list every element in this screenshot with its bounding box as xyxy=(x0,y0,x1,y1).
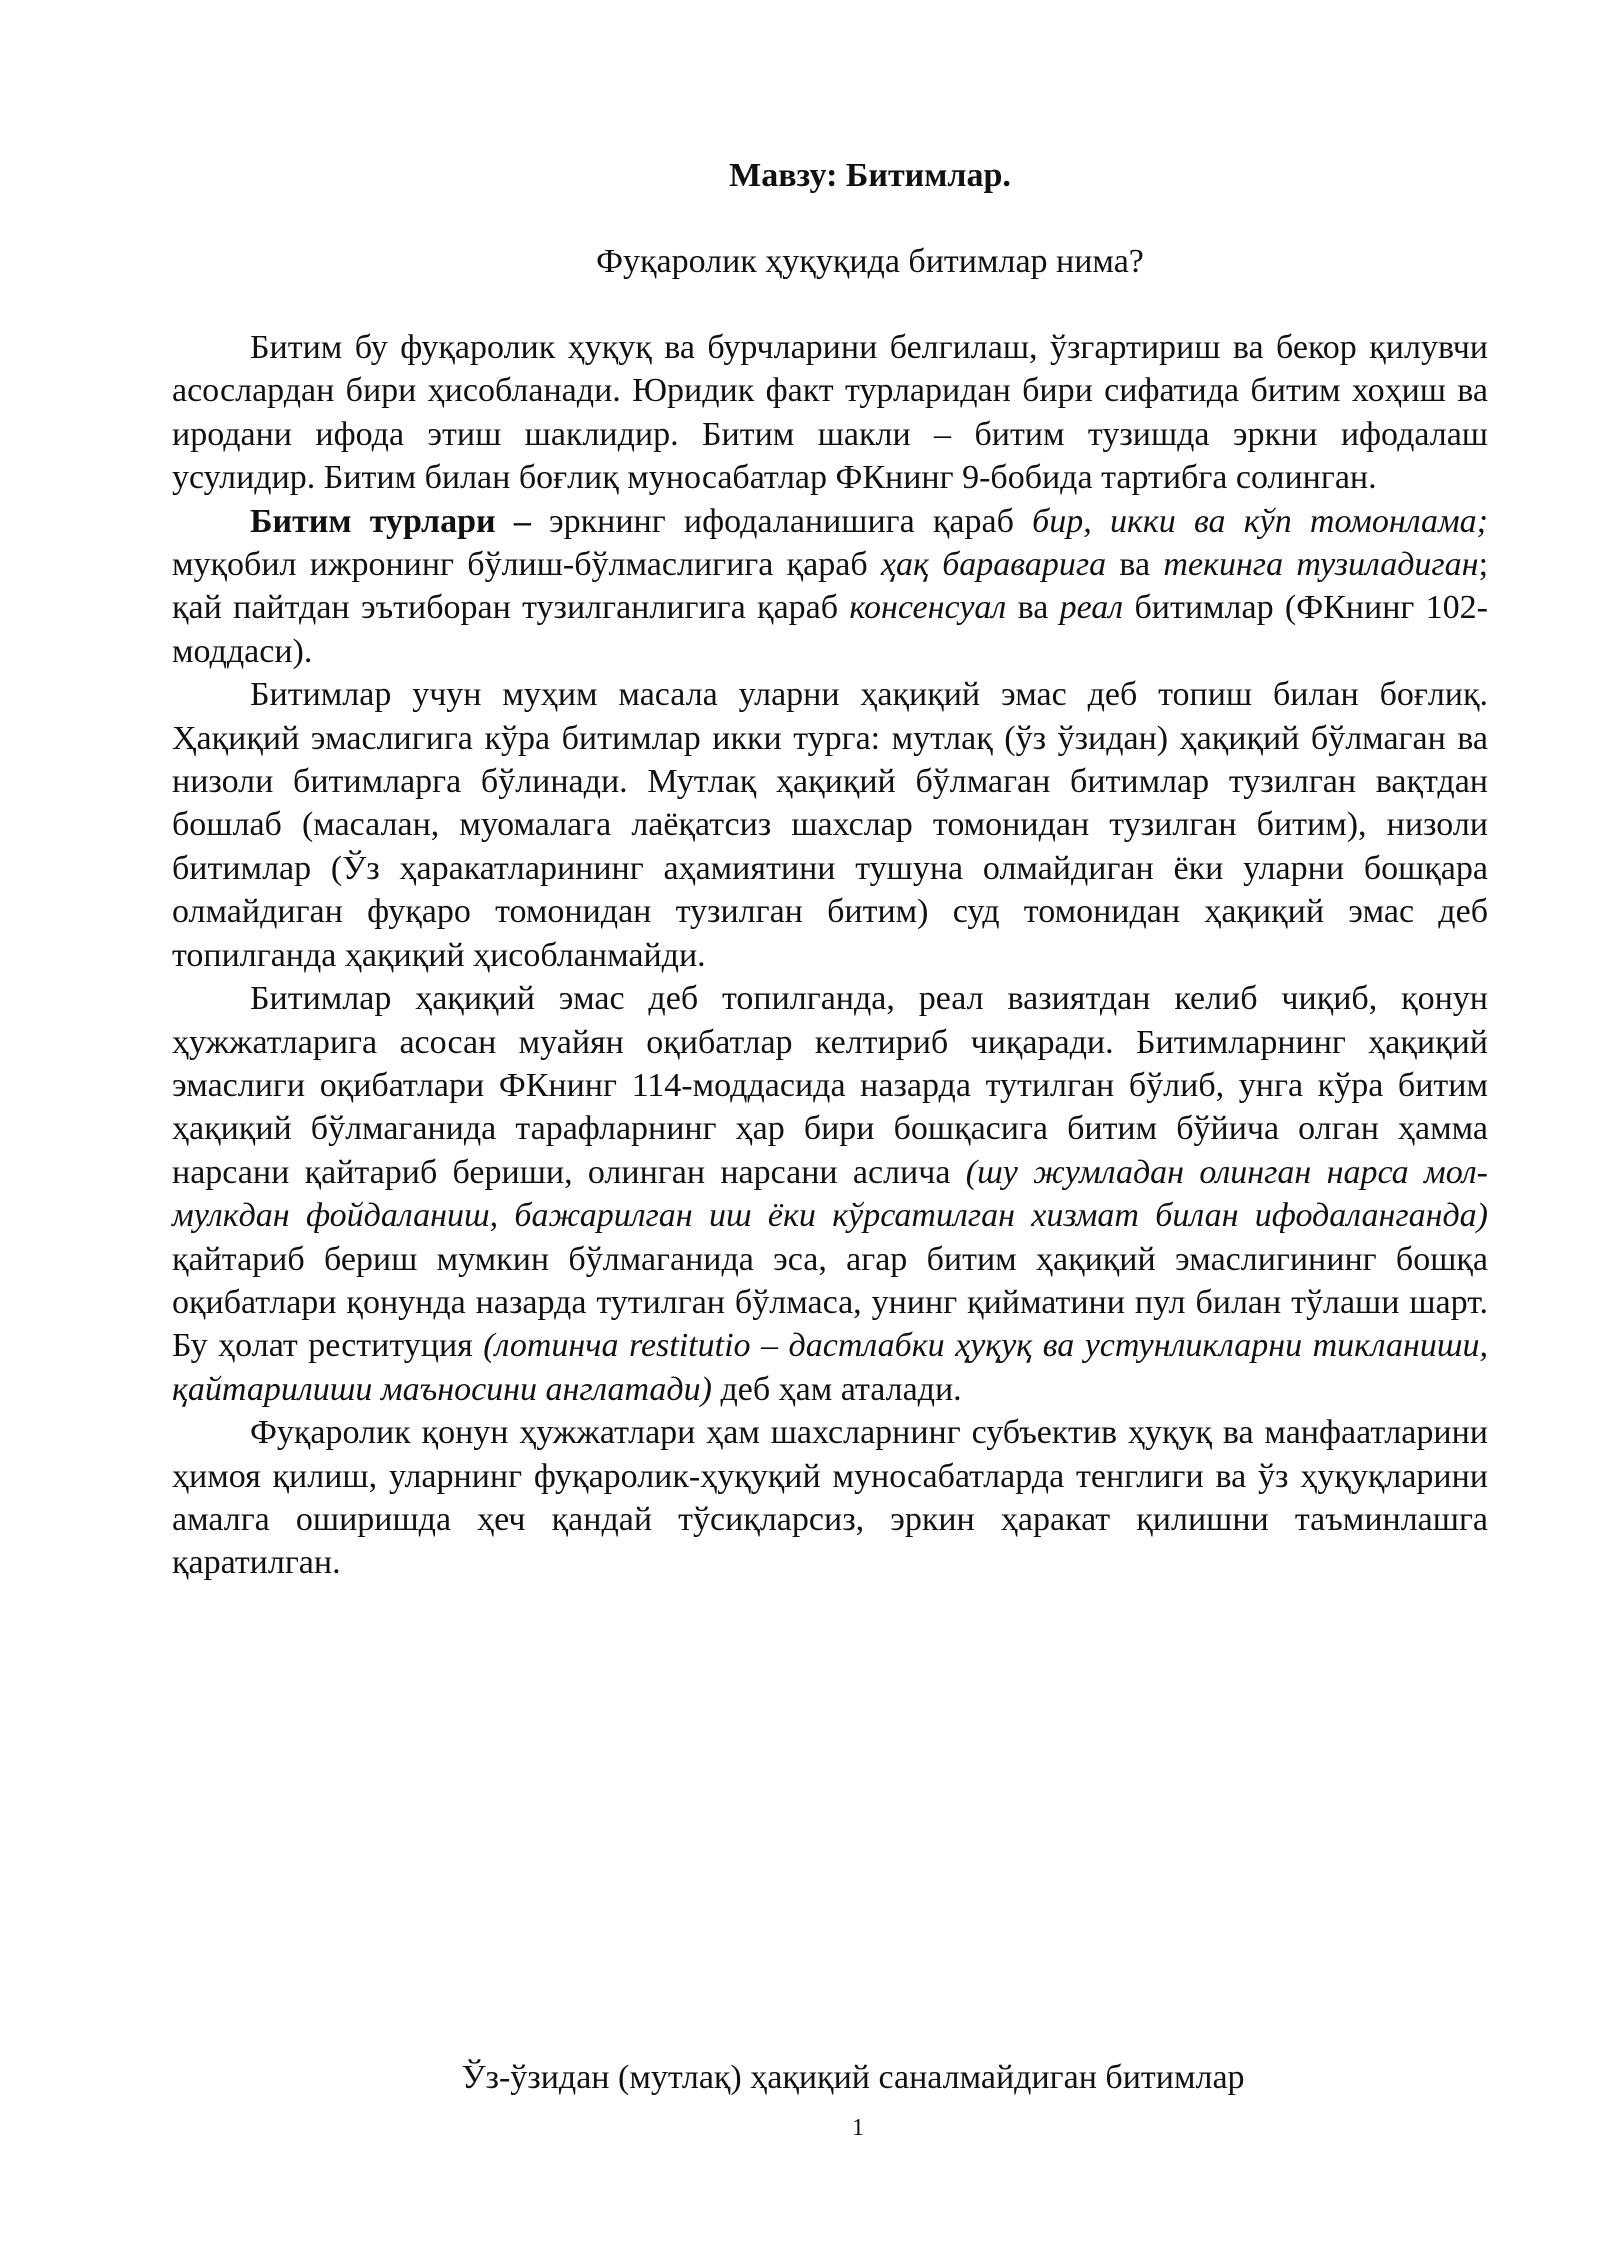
paragraph-2-lead: Битим турлари – xyxy=(250,502,531,540)
paragraph-4-text: деб ҳам аталади. xyxy=(711,1370,962,1408)
document-title: Мавзу: Битимлар. xyxy=(729,157,1011,194)
paragraph-3: Битимлар учун муҳим масала уларни ҳақиқий эмас деб топиш билан боғлиқ. Ҳақиқий эмаслигига кўра битимлар икки турга: мутлақ (ўз ўзидан) ҳақиқий бўлмаган ва низоли битимларга бўлинади. Мутлақ ҳақиқий бўлмаган битимлар тузилган вақтдан бошлаб (масалан, муомалага лаёқатсиз шахслар томонидан тузилган битим), низоли битимлар (Ўз ҳаракатларининг аҳамиятини тушуна олмайдиган ёки уларни бошқара олмайдиган фуқаро томонидан тузилган битим) суд томонидан ҳақиқий эмас деб топилганда ҳақиқий ҳисобланмайди. xyxy=(172,676,1488,974)
paragraph-2-italic: консенсуал xyxy=(849,589,1007,627)
page-number: 1 xyxy=(852,2115,864,2141)
paragraph-2-text: битимлар (ФКнинг 102-моддаси). xyxy=(172,589,1488,670)
document-subtitle: Фуқаролик ҳуқуқида битимлар нима? xyxy=(596,243,1144,280)
paragraph-4-text: Битимлар ҳақиқий эмас деб топилганда, реал вазиятдан келиб чиқиб, қонун ҳужжатларига асосан муайян оқибатлар келтириб чиқаради. Битимларнинг ҳақиқий эмаслиги оқибатлари ФКнинг 114-моддасида назарда тутилган бўлиб, унга кўра битим ҳақиқий бўлмаганида тарафларнинг ҳар бири бошқасига битим бўйича олган ҳамма нарсани қайтариб бериши, олинган нарсани аслича xyxy=(172,980,1488,1191)
paragraph-2-italic: реал xyxy=(1059,589,1124,627)
document-body xyxy=(172,326,1488,1585)
paragraph-2-italic: ҳақ бараварига xyxy=(880,546,1107,584)
paragraph-1: Битим бу фуқаролик ҳуқуқ ва бурчларини белгилаш, ўзгартириш ва бекор қилувчи асослардан бири ҳисобланади. Юридик факт турларидан бири сифатида битим хоҳиш ва иродани ифода этиш шаклидир. Битим шакли – битим тузишда эркни ифодалаш усулидир. Битим билан боғлиқ муносабатлар ФКнинг 9-бобида тартибга солинган. xyxy=(172,329,1488,497)
next-section-heading: Ўз-ўзидан (мутлақ) ҳақиқий саналмайдиган битимлар xyxy=(461,2059,1245,2096)
paragraph-4 xyxy=(172,977,1488,1411)
paragraph-2-italic: текинга тузиладиган xyxy=(1163,546,1479,584)
paragraph-4-italic: (шу жумладан олинган нарса мол-мулкдан фойдаланиш, бажарилган иш ёки кўрсатилган хизмат билан ифодаланганда) xyxy=(172,1153,1488,1235)
paragraph-2-text: ; қай пайтдан эътиборан тузилганлигига қараб xyxy=(172,546,1489,627)
paragraph-4-text: қайтариб бериш мумкин бўлмаганида эса, агар битим ҳақиқий эмаслигининг бошқа оқибатлари қонунда назарда тутилган бўлмаса, унинг қийматини пул билан тўлаши шарт. Бу ҳолат реституция xyxy=(172,1240,1488,1365)
paragraph-4-italic: (лотинча restitutio – дастлабки ҳуқуқ ва устунликларни тикланиши, қайтарилиши маъносини англатади) xyxy=(172,1327,1488,1408)
paragraph-5: Фуқаролик қонун ҳужжатлари ҳам шахсларнинг субъектив ҳуқуқ ва манфаатларини ҳимоя қилиш, уларнинг фуқаролик-ҳуқуқий муносабатларда тенглиги ва ўз ҳуқуқларини амалга оширишда ҳеч қандай тўсиқларсиз, эркин ҳаракат қилишни таъминлашга қаратилган. xyxy=(172,1414,1488,1582)
paragraph-2 xyxy=(172,500,1488,674)
paragraph-2-italic: бир, икки ва кўп томонлама; xyxy=(1032,502,1489,540)
paragraph-2-text: ва xyxy=(1006,589,1060,627)
paragraph-2-text: эркнинг ифодаланишига қараб xyxy=(530,502,1033,540)
paragraph-2-text: муқобил ижронинг бўлиш-бўлмаслигига қараб xyxy=(172,546,881,584)
paragraph-2-text: ва xyxy=(1106,546,1164,584)
